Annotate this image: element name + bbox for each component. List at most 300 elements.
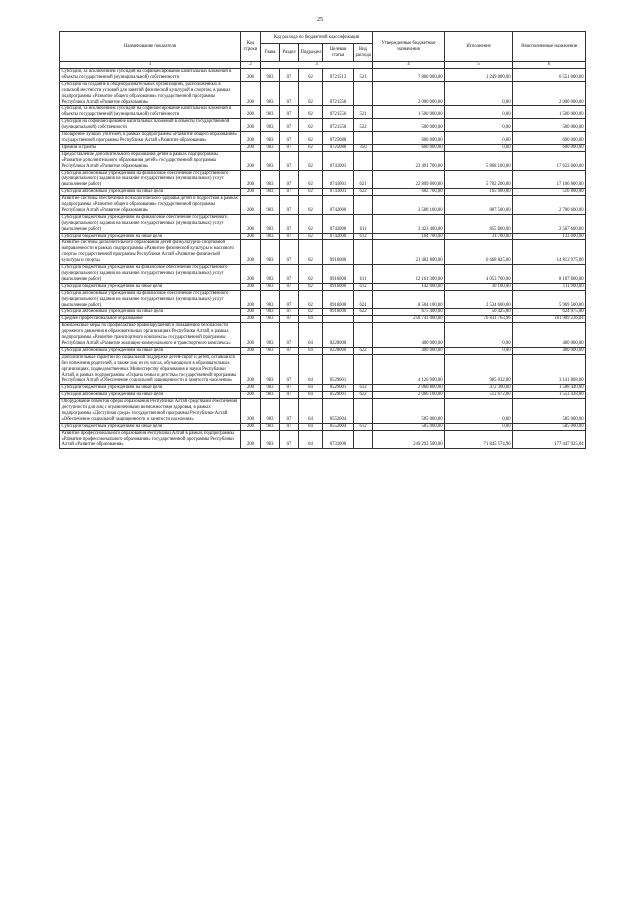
row-approved: 2 060 800,00 (373, 385, 445, 392)
row-glava: 903 (261, 423, 280, 430)
row-name: Развитие системы дополнительного образования детей физкультурно-спортивной направленности в рамках подпрограммы «Развитие физической культуры и массового спорта» государственной программы Республики Алтай «Развитие физической культуры и спорта» (60, 240, 241, 265)
row-executed: 0,00 (445, 399, 513, 424)
table-row (60, 392, 586, 399)
row-kind (354, 354, 373, 385)
row-glava: 903 (261, 196, 280, 215)
row-code-line: 200 (241, 392, 261, 399)
row-unexecuted: 177 447 925,04 (513, 430, 586, 449)
row-executed: 512 672,00 (445, 392, 513, 399)
row-approved: 585 000,00 (373, 423, 445, 430)
row-target: 0741001 (323, 170, 354, 189)
row-name: Субсидии автономным учреждениям на финансовое обеспечение государственного (муниципального) задания на оказание государственных (муниципальных) услуг (выполнение работ) (60, 290, 241, 309)
row-name: Субсидии, за исключением субсидий на софинансирование капитальных вложений в объекты государственной (муниципальной) собственности (60, 106, 241, 119)
row-approved: 23 491 700,00 (373, 151, 445, 170)
row-unexecuted: 17 106 800,00 (513, 170, 586, 189)
row-glava: 903 (261, 144, 280, 151)
row-approved: 2 000 000,00 (373, 81, 445, 106)
row-code-line: 200 (241, 385, 261, 392)
table-row (60, 214, 586, 233)
row-code-line: 200 (241, 81, 261, 106)
row-podrazdel: 04 (299, 399, 323, 424)
row-unexecuted: 500 000,00 (513, 119, 586, 132)
row-glava: 903 (261, 189, 280, 196)
table-row (60, 132, 586, 145)
row-razdel: 07 (280, 309, 299, 316)
row-razdel: 07 (280, 423, 299, 430)
row-podrazdel: 02 (299, 144, 323, 151)
row-glava: 903 (261, 240, 280, 265)
col-number: 5 (445, 62, 513, 69)
row-podrazdel: 02 (299, 189, 323, 196)
row-approved: 600 000,00 (373, 144, 445, 151)
row-approved: 8 504 100,00 (373, 290, 445, 309)
row-name: Субсидии бюджетным учреждениям на иные цели (60, 283, 241, 290)
row-approved: 500 000,00 (373, 119, 445, 132)
row-target (323, 316, 354, 323)
header-classification: Код расхода по бюджетной классификации (261, 32, 373, 44)
column-numbers-row (60, 62, 586, 69)
row-target: 0721513 (323, 69, 354, 82)
row-target: 0721556 (323, 106, 354, 119)
row-executed: 472 360,00 (445, 385, 513, 392)
row-podrazdel: 04 (299, 316, 323, 323)
row-target: 0228000 (323, 347, 354, 354)
row-unexecuted: 17 623 600,00 (513, 151, 586, 170)
row-code-line: 200 (241, 233, 261, 240)
row-unexecuted: 181 909 236,04 (513, 316, 586, 323)
row-glava: 903 (261, 69, 280, 82)
row-glava: 903 (261, 316, 280, 323)
row-podrazdel: 04 (299, 354, 323, 385)
header-code-line: Код строки (241, 32, 261, 62)
row-executed: 1 249 000,00 (445, 69, 513, 82)
row-unexecuted: 2 000 000,00 (513, 81, 586, 106)
row-executed: 30 100,00 (445, 283, 513, 290)
row-podrazdel: 02 (299, 69, 323, 82)
row-glava: 903 (261, 354, 280, 385)
row-executed: 4 053 700,00 (445, 265, 513, 284)
col-number: 4 (373, 62, 445, 69)
row-glava: 903 (261, 347, 280, 354)
row-glava: 903 (261, 385, 280, 392)
row-razdel: 07 (280, 265, 299, 284)
table-row (60, 170, 586, 189)
row-glava: 903 (261, 119, 280, 132)
row-code-line: 200 (241, 354, 261, 385)
row-code-line: 200 (241, 119, 261, 132)
table-row (60, 323, 586, 348)
row-name: Оборудование объектов сферы образования Республики Алтай средствами обеспечения доступности для лиц с ограниченными возможностями здоровья, в рамках подпрограммы «Доступная среда» государственной программы Республики Алтай «Обеспечение социальной защищенности и занятости населения» (60, 399, 241, 424)
row-target: 0529001 (323, 385, 354, 392)
row-unexecuted: 111 900,00 (513, 283, 586, 290)
row-kind (354, 430, 373, 449)
row-podrazdel: 02 (299, 309, 323, 316)
row-glava: 903 (261, 323, 280, 348)
row-executed: 0,00 (445, 323, 513, 348)
row-name: Субсидии автономным учреждениям на иные цели (60, 392, 241, 399)
row-unexecuted: 585 000,00 (513, 399, 586, 424)
row-kind: 611 (354, 265, 373, 284)
row-razdel: 07 (280, 323, 299, 348)
row-unexecuted: 133 000,00 (513, 233, 586, 240)
row-razdel: 07 (280, 119, 299, 132)
row-kind (354, 81, 373, 106)
row-code-line: 200 (241, 69, 261, 82)
row-razdel: 07 (280, 189, 299, 196)
row-unexecuted: 600 000,00 (513, 132, 586, 145)
row-approved: 249 293 500,00 (373, 430, 445, 449)
row-unexecuted: 1 500 000,00 (513, 106, 586, 119)
row-target: 0916000 (323, 240, 354, 265)
row-razdel: 07 (280, 283, 299, 290)
row-razdel: 07 (280, 144, 299, 151)
row-executed: 0,00 (445, 132, 513, 145)
row-razdel: 07 (280, 316, 299, 323)
row-unexecuted: 3 141 868,00 (513, 354, 586, 385)
row-target: 0741001 (323, 189, 354, 196)
row-code-line: 200 (241, 189, 261, 196)
row-approved: 164 700,00 (373, 233, 445, 240)
table-row (60, 69, 586, 82)
row-executed: 855 800,00 (445, 214, 513, 233)
row-executed: 6 668 825,00 (445, 240, 513, 265)
col-number: 6 (513, 62, 586, 69)
row-kind (354, 196, 373, 215)
row-podrazdel: 02 (299, 106, 323, 119)
row-razdel: 07 (280, 290, 299, 309)
col-number: 3 (261, 62, 373, 69)
row-name: Премии и гранты (60, 144, 241, 151)
row-podrazdel: 02 (299, 240, 323, 265)
row-code-line: 200 (241, 423, 261, 430)
row-target: 0721556 (323, 119, 354, 132)
row-razdel: 07 (280, 69, 299, 82)
row-name: Среднее профессиональное образование (60, 316, 241, 323)
row-kind: 622 (354, 189, 373, 196)
row-target: 0529001 (323, 354, 354, 385)
row-razdel: 07 (280, 347, 299, 354)
row-code-line: 200 (241, 151, 261, 170)
table-row (60, 347, 586, 354)
row-code-line: 200 (241, 144, 261, 151)
row-unexecuted: 5 969 500,00 (513, 290, 586, 309)
row-approved: 258 741 000,00 (373, 316, 445, 323)
row-executed: 2 534 600,00 (445, 290, 513, 309)
row-executed: 887 500,00 (445, 196, 513, 215)
row-unexecuted: 2 567 600,00 (513, 214, 586, 233)
row-approved: 600 000,00 (373, 132, 445, 145)
table-row (60, 283, 586, 290)
row-code-line: 200 (241, 196, 261, 215)
row-name: Субсидии автономным учреждениям на иные цели (60, 309, 241, 316)
row-razdel: 07 (280, 151, 299, 170)
table-row (60, 265, 586, 284)
row-target: 0529001 (323, 392, 354, 399)
row-glava: 903 (261, 170, 280, 189)
row-glava: 903 (261, 265, 280, 284)
row-razdel: 07 (280, 214, 299, 233)
row-code-line: 200 (241, 214, 261, 233)
row-kind: 621 (354, 290, 373, 309)
header-name: Наименование показателя (60, 32, 241, 62)
row-glava: 903 (261, 214, 280, 233)
row-razdel: 07 (280, 430, 299, 449)
col-number: 2 (241, 62, 261, 69)
row-razdel: 07 (280, 233, 299, 240)
table-row (60, 240, 586, 265)
row-glava: 903 (261, 309, 280, 316)
row-name: Субсидии на создание в общеобразовательных организациях, расположенных в сельской местности условий для занятий физической культурой и спортом, в рамках подпрограммы «Развитие общего образования» государственной программы Республики Алтай «Развитие образования» (60, 81, 241, 106)
row-executed: 5 868 100,00 (445, 151, 513, 170)
row-podrazdel: 02 (299, 119, 323, 132)
row-code-line: 200 (241, 347, 261, 354)
row-unexecuted: 600 000,00 (513, 144, 586, 151)
row-kind (354, 240, 373, 265)
row-podrazdel: 02 (299, 170, 323, 189)
row-target: 0731000 (323, 430, 354, 449)
row-target: 0742000 (323, 196, 354, 215)
row-approved: 2 066 100,00 (373, 392, 445, 399)
row-kind: 611 (354, 214, 373, 233)
row-code-line: 200 (241, 170, 261, 189)
row-approved: 3 423 400,00 (373, 214, 445, 233)
row-unexecuted: 8 107 600,00 (513, 265, 586, 284)
table-row (60, 385, 586, 392)
row-executed: 0,00 (445, 347, 513, 354)
col-number: 1 (60, 62, 241, 69)
row-approved: 675 400,00 (373, 309, 445, 316)
row-name: Субсидии бюджетным учреждениям на финансовое обеспечение государственного (муниципального) задания на оказание государственных (муниципальных) услуг (выполнение работ) (60, 265, 241, 284)
row-podrazdel: 04 (299, 385, 323, 392)
row-podrazdel: 02 (299, 290, 323, 309)
row-name: Развитие профессионального образования Республики Алтай в рамках подпрограммы «Развитие профессионального образования» государственной программы Республики Алтай «Развитие образования» (60, 430, 241, 449)
row-target: 0741001 (323, 151, 354, 170)
row-razdel: 07 (280, 106, 299, 119)
table-row (60, 151, 586, 170)
table-row (60, 106, 586, 119)
row-code-line: 200 (241, 132, 261, 145)
row-name: Дополнительные гарантии по социальной поддержке детей-сирот и детей, оставшихся без попечения родителей, а также лиц из их числа, обучающихся в образовательных организациях, подведомственных Министерству образования и науки Республики Алтай, в рамках подпрограммы «Охрана семьи и детства» государственной программы Республики Алтай «Обеспечение социальной защищенности и занятости населения» (60, 354, 241, 385)
table-row (60, 189, 586, 196)
row-target: 0916000 (323, 290, 354, 309)
row-podrazdel: 04 (299, 347, 323, 354)
header-unexecuted: Неисполненные назначения (513, 32, 586, 62)
row-approved: 7 800 000,00 (373, 69, 445, 82)
row-approved: 142 000,00 (373, 283, 445, 290)
row-executed: 71 845 574,96 (445, 430, 513, 449)
row-razdel: 07 (280, 399, 299, 424)
header-target: Целевая статья (323, 44, 354, 62)
row-unexecuted: 624 975,00 (513, 309, 586, 316)
row-kind: 622 (354, 347, 373, 354)
row-executed: 0,00 (445, 144, 513, 151)
row-razdel: 07 (280, 81, 299, 106)
table-row (60, 196, 586, 215)
table-row (60, 399, 586, 424)
row-code-line: 200 (241, 283, 261, 290)
row-podrazdel: 04 (299, 323, 323, 348)
header-razdel: Раздел (280, 44, 299, 62)
table-row (60, 81, 586, 106)
row-approved: 22 809 000,00 (373, 170, 445, 189)
row-razdel: 07 (280, 385, 299, 392)
header-glava: Глава (261, 44, 280, 62)
row-kind: 522 (354, 119, 373, 132)
row-razdel: 07 (280, 240, 299, 265)
row-kind (354, 323, 373, 348)
row-approved: 21 482 800,00 (373, 240, 445, 265)
row-glava: 903 (261, 399, 280, 424)
table-row (60, 119, 586, 132)
row-podrazdel: 02 (299, 233, 323, 240)
row-target: 0916000 (323, 265, 354, 284)
row-code-line: 200 (241, 265, 261, 284)
table-row (60, 430, 586, 449)
row-kind: 612 (354, 385, 373, 392)
row-podrazdel: 04 (299, 423, 323, 430)
row-approved: 585 000,00 (373, 399, 445, 424)
row-target: 0916000 (323, 309, 354, 316)
row-target: 0721556 (323, 81, 354, 106)
row-kind (354, 132, 373, 145)
row-podrazdel: 02 (299, 265, 323, 284)
row-name: Субсидии бюджетным учреждениям на иные цели (60, 423, 241, 430)
row-target: 0725088 (323, 132, 354, 145)
row-podrazdel: 02 (299, 132, 323, 145)
row-name: Развитие системы обеспечения психологического здоровья детей и подростков в рамках подпрограммы «Развитие общего образования» государственной программы Республики Алтай «Развитие образования» (60, 196, 241, 215)
row-kind: 612 (354, 283, 373, 290)
row-executed: 0,00 (445, 106, 513, 119)
row-code-line: 200 (241, 430, 261, 449)
row-executed: 985 032,00 (445, 354, 513, 385)
header-kind: Вид расхода (354, 44, 373, 62)
row-podrazdel: 02 (299, 214, 323, 233)
table-row (60, 290, 586, 309)
row-kind (354, 399, 373, 424)
table-row (60, 233, 586, 240)
row-approved: 1 500 000,00 (373, 106, 445, 119)
row-kind: 350 (354, 144, 373, 151)
row-approved: 4 126 900,00 (373, 354, 445, 385)
row-glava: 903 (261, 132, 280, 145)
row-podrazdel: 02 (299, 283, 323, 290)
row-executed: 5 702 200,00 (445, 170, 513, 189)
row-target: 0742000 (323, 214, 354, 233)
row-name: Комплексные меры по профилактике правонарушений и повышению безопасности дорожного движения в образовательных организациях Республики Алтай, в рамках подпрограммы «Развитие транспортного комплекса» государственной программы Республики Алтай «Развитие жилищно-коммунального и транспортного комплекса» (60, 323, 241, 348)
row-glava: 903 (261, 233, 280, 240)
row-kind: 622 (354, 392, 373, 399)
row-unexecuted: 6 551 000,00 (513, 69, 586, 82)
table-row (60, 423, 586, 430)
row-podrazdel: 04 (299, 430, 323, 449)
row-podrazdel: 02 (299, 81, 323, 106)
budget-execution-table (59, 31, 586, 449)
row-kind (354, 151, 373, 170)
row-target: 0742000 (323, 233, 354, 240)
row-target: 0552004 (323, 399, 354, 424)
row-name: Субсидии автономным учреждениям на финансовое обеспечение государственного (муниципального) задания на оказание государственных (муниципальных) услуг (выполнение работ) (60, 170, 241, 189)
row-razdel: 07 (280, 132, 299, 145)
page-number: 25 (317, 17, 323, 23)
row-kind: 612 (354, 423, 373, 430)
row-razdel: 07 (280, 354, 299, 385)
row-code-line: 200 (241, 399, 261, 424)
header-podrazdel: Подраздел (299, 44, 323, 62)
row-approved: 400 000,00 (373, 347, 445, 354)
row-executed: 0,00 (445, 81, 513, 106)
row-name: Субсидии, за исключением субсидий на софинансирование капитальных вложений в объекты государственной (муниципальной) собственности (60, 69, 241, 82)
row-code-line: 200 (241, 106, 261, 119)
row-kind: 521 (354, 69, 373, 82)
row-name: Субсидии на софинансирование капитальных вложений в объекты государственной (муниципальной) собственности (60, 119, 241, 132)
row-glava: 903 (261, 290, 280, 309)
row-glava: 903 (261, 430, 280, 449)
row-kind: 521 (354, 106, 373, 119)
row-code-line: 200 (241, 309, 261, 316)
row-code-line: 200 (241, 290, 261, 309)
row-code-line: 200 (241, 323, 261, 348)
header-executed: Исполнение (445, 32, 513, 62)
row-razdel: 07 (280, 196, 299, 215)
row-unexecuted: 400 000,00 (513, 347, 586, 354)
row-unexecuted: 585 000,00 (513, 423, 586, 430)
row-target: 0552004 (323, 423, 354, 430)
row-unexecuted: 2 700 600,00 (513, 196, 586, 215)
row-glava: 903 (261, 283, 280, 290)
table-row (60, 354, 586, 385)
row-kind: 622 (354, 309, 373, 316)
row-kind: 621 (354, 170, 373, 189)
row-target: 0228000 (323, 323, 354, 348)
row-code-line: 200 (241, 240, 261, 265)
row-podrazdel: 04 (299, 392, 323, 399)
row-approved: 400 000,00 (373, 323, 445, 348)
row-razdel: 07 (280, 392, 299, 399)
row-executed: 165 900,00 (445, 189, 513, 196)
row-name: Поощрение лучших учителей, в рамках подпрограммы «Развитие общего образования» государственной программы Республики Алтай «Развитие образования» (60, 132, 241, 145)
row-target: 0916000 (323, 283, 354, 290)
row-name: Субсидии бюджетным учреждениям на иные цели (60, 385, 241, 392)
row-unexecuted: 1 553 428,00 (513, 392, 586, 399)
row-unexecuted: 1 588 440,00 (513, 385, 586, 392)
row-unexecuted: 400 000,00 (513, 323, 586, 348)
row-name: Субсидии автономным учреждениям на иные цели (60, 189, 241, 196)
row-code-line: 200 (241, 316, 261, 323)
table-row (60, 144, 586, 151)
row-target: 0725088 (323, 144, 354, 151)
header-approved: Утвержденные бюджетные назначения (373, 32, 445, 62)
row-kind: 612 (354, 233, 373, 240)
table-body (60, 69, 586, 449)
row-glava: 903 (261, 81, 280, 106)
row-razdel: 07 (280, 170, 299, 189)
row-name: Субсидии автономным учреждениям на иные цели (60, 347, 241, 354)
row-executed: 31 700,00 (445, 233, 513, 240)
row-glava: 903 (261, 106, 280, 119)
table-row (60, 316, 586, 323)
row-executed: 76 831 763,96 (445, 316, 513, 323)
row-unexecuted: 14 813 975,00 (513, 240, 586, 265)
row-executed: 0,00 (445, 423, 513, 430)
row-approved: 682 700,00 (373, 189, 445, 196)
row-glava: 903 (261, 151, 280, 170)
row-glava: 903 (261, 392, 280, 399)
row-podrazdel: 02 (299, 196, 323, 215)
row-name: Субсидии бюджетным учреждениям на иные цели (60, 233, 241, 240)
row-executed: 50 425,00 (445, 309, 513, 316)
row-name: Предоставление дополнительного образования детям в рамках подпрограммы «Развитие дополнительного образования детей» государственной программы Республики Алтай «Развитие образования» (60, 151, 241, 170)
row-executed: 0,00 (445, 119, 513, 132)
